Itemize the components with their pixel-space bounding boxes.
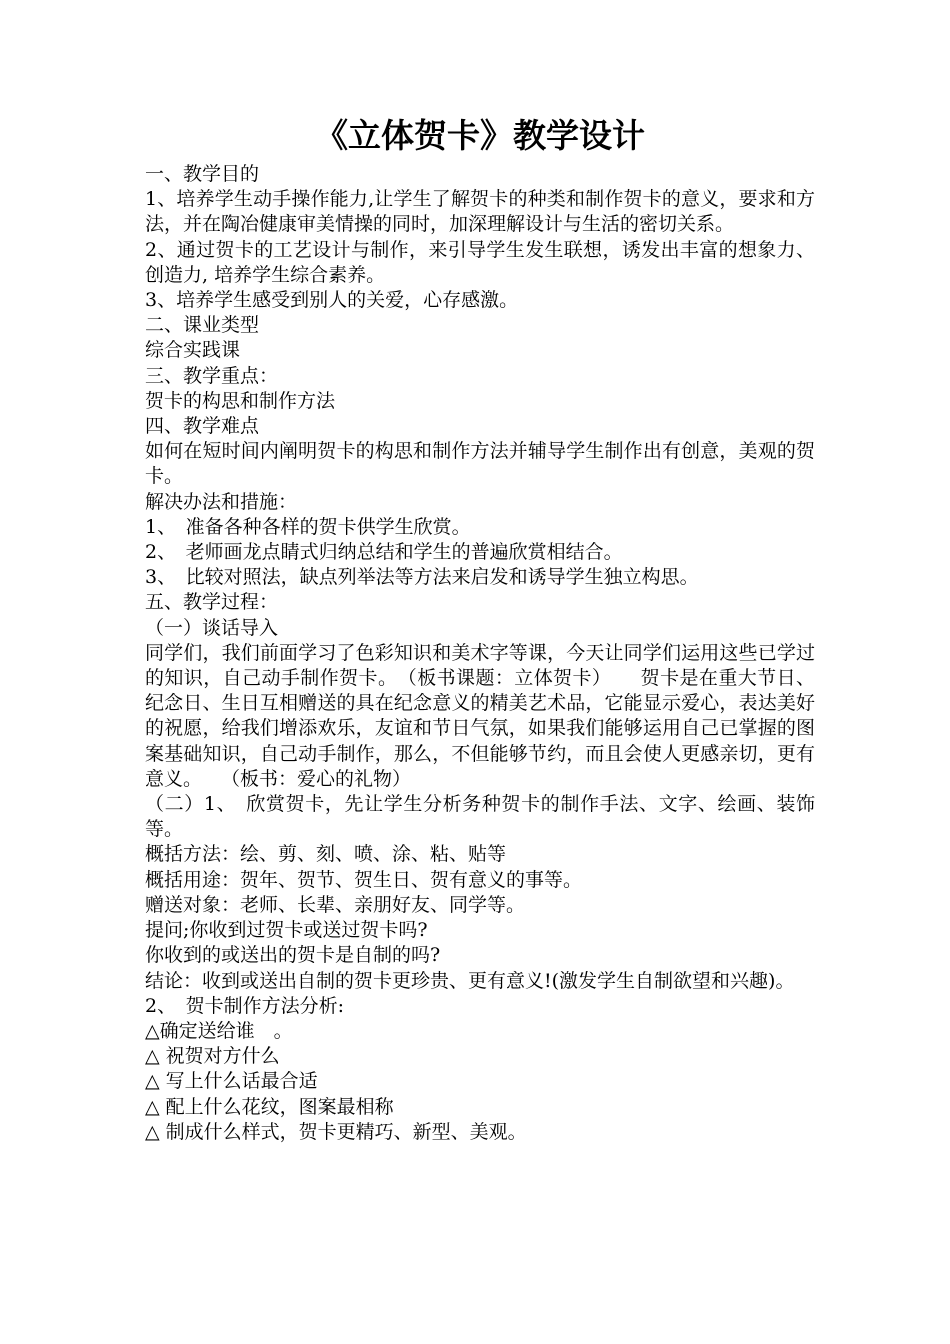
document-title: 《立体贺卡》教学设计 bbox=[315, 116, 645, 155]
paragraph: 概括方法：绘、剪、刻、喷、涂、粘、贴等 bbox=[145, 843, 507, 866]
paragraph: 3、培养学生感受到别人的关爱，心存感激。 bbox=[145, 289, 519, 312]
list-item: 2、 老师画龙点睛式归纳总结和学生的普遍欣赏相结合。 bbox=[145, 541, 623, 564]
list-item: △确定送给谁 。 bbox=[145, 1019, 293, 1042]
paragraph: 结论：收到或送出自制的贺卡更珍贵、更有意义!(激发学生自制欲望和兴趣)。 bbox=[145, 969, 795, 992]
paragraph: （二）1、 欣赏贺卡，先让学生分析务种贺卡的制作手法、文字、绘画、装饰等。 bbox=[145, 793, 815, 841]
list-item: 1、 准备各种各样的贺卡供学生欣赏。 bbox=[145, 515, 471, 538]
paragraph: 综合实践课 bbox=[145, 339, 241, 362]
list-item: △ 祝贺对方什么 bbox=[145, 1045, 280, 1068]
paragraph: 如何在短时间内阐明贺卡的构思和制作方法并辅导学生制作出有创意，美观的贺卡。 bbox=[145, 440, 815, 488]
section-heading: 三、教学重点： bbox=[145, 364, 279, 387]
section-heading: 五、教学过程： bbox=[145, 591, 279, 614]
list-item: △ 制成什么样式，贺卡更精巧、新型、美观。 bbox=[145, 1120, 527, 1143]
paragraph: 赠送对象：老师、长辈、亲朋好友、同学等。 bbox=[145, 893, 526, 916]
paragraph: 2、通过贺卡的工艺设计与制作，来引导学生发生联想，诱发出丰富的想象力、创造力, 培养学生综合素养。 bbox=[145, 238, 815, 286]
list-item: △ 写上什么话最合适 bbox=[145, 1070, 318, 1093]
document-page bbox=[145, 112, 815, 1145]
paragraph: 你收到的或送出的贺卡是自制的吗? bbox=[145, 944, 441, 967]
list-item: △ 配上什么花纹，图案最相称 bbox=[145, 1095, 394, 1118]
section-heading: 四、教学难点 bbox=[145, 415, 260, 438]
section-heading: 一、教学目的 bbox=[145, 163, 260, 185]
paragraph: 解决办法和措施： bbox=[145, 490, 298, 513]
paragraph: 提问;你收到过贺卡或送过贺卡吗? bbox=[145, 919, 428, 942]
paragraph: 同学们，我们前面学习了色彩知识和美术字等课，今天让同学们运用这些已学过的知识，自己动手制作贺卡。 （板书课题：立体贺卡） 贺卡是在重大节日、纪念日、生日互相赠送的具在纪念意义的精美艺术品，它能显示爱心，表达美好的祝愿，给我们增添欢乐，友谊和节日气氛，如果我们能够运用自己已掌握的图案基础知识，自己动手制作，那么，不但能够节约，而且会使人更感亲切，更有意义。 （板书：爱心的礼物） bbox=[145, 641, 815, 790]
list-item: 3、 比较对照法，缺点列举法等方法来启发和诱导学生独立构思。 bbox=[145, 566, 699, 589]
paragraph: 概括用途：贺年、贺节、贺生日、贺有意义的事等。 bbox=[145, 868, 583, 891]
section-heading: 二、课业类型 bbox=[145, 314, 260, 337]
paragraph: 贺卡的构思和制作方法 bbox=[145, 389, 336, 412]
paragraph: 2、 贺卡制作方法分析: bbox=[145, 994, 344, 1017]
paragraph: 1、培养学生动手操作能力,让学生了解贺卡的种类和制作贺卡的意义，要求和方法，并在陶冶健康审美情操的同时，加深理解设计与生活的密切关系。 bbox=[145, 188, 815, 236]
subsection-heading: （一）谈话导入 bbox=[145, 616, 279, 639]
